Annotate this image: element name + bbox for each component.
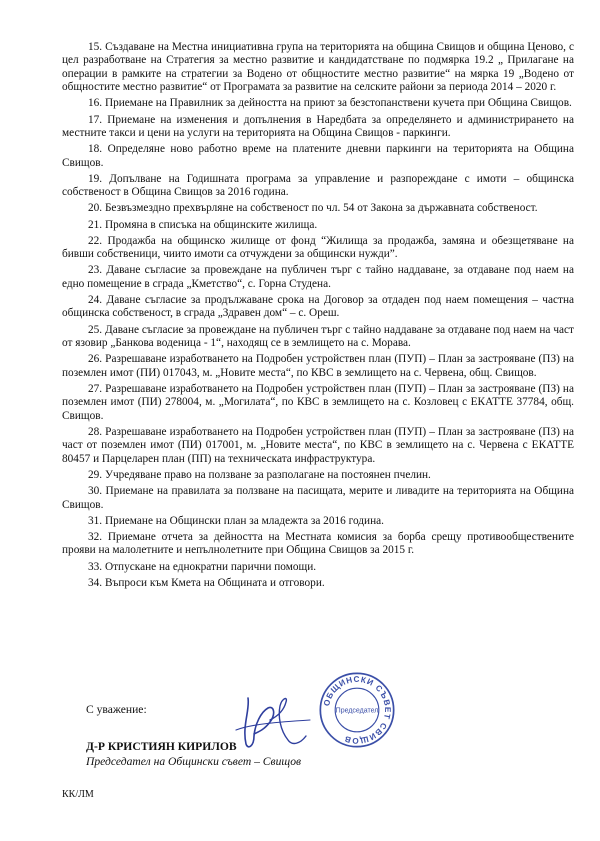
agenda-item: 29. Учредяване право на ползване за разполагане на постоянен пчелин. <box>88 468 431 481</box>
closing-salutation: С уважение: <box>86 703 147 716</box>
agenda-item: 21. Промяна в списъка на общинските жилища. <box>88 218 318 231</box>
signature-stroke <box>236 720 310 730</box>
stamp-center-text: Председател <box>335 707 379 715</box>
document-initials: КК/ЛМ <box>62 789 94 800</box>
agenda-item: 23. Даване съгласие за провеждане на публичен търг с тайно наддаване, за отдаване под наем на едно помещение в сграда „Кметство“, с. Горна Студена. <box>62 264 574 290</box>
stamp-ring-text: ОБЩИНСКИ СЪВЕТ СВИЩОВ <box>322 674 393 746</box>
agenda-item: 27. Разрешаване изработването на Подробен устройствен план (ПУП) – План за застрояване (ПЗ) на поземлен имот (ПИ) 278004, м. „Могилата“, по КВС в землището на с. Козловец с ЕКАТТЕ 37784, общ. Свищов. <box>62 382 574 422</box>
handwritten-signature <box>228 690 314 754</box>
agenda-item: 19. Допълване на Годишната програма за управление и разпореждане с имоти – общинска собственост в Община Свищов за 2016 година. <box>62 172 574 199</box>
agenda-item: 16. Приемане на Правилник за дейността на приют за безстопанствени кучета при Община Свищов. <box>88 97 572 110</box>
agenda-item: 22. Продажба на общинско жилище от фонд “Жилища за продажба, замяна и обезщетяване на бивши собственици, чиито имоти са отчуждени за общински нужди”. <box>62 234 574 261</box>
agenda-item: 33. Отпускане на еднократни парични помощи. <box>88 560 317 573</box>
agenda-item: 32. Приемане отчета за дейността на Местната комисия за борба срещу противообществените прояви на малолетните и непълнолетните при Община Свищов за 2015 г. <box>62 530 574 557</box>
signer-title: Председател на Общински съвет – Свищов <box>86 755 302 768</box>
agenda-item: 18. Определяне ново работно време на платените дневни паркинги на територията на Община Свищов. <box>62 143 574 169</box>
signature-stroke <box>245 698 274 747</box>
agenda-item: 17. Приемане на изменения и допълнения в Наредбата за определянето и администрирането на местните такси и цени на услуги на територията на Община Свищов - паркинги. <box>62 113 574 140</box>
agenda-item: 34. Въпроси към Кмета на Общината и отговори. <box>88 576 325 589</box>
agenda-item: 24. Даване съгласие за продължаване срока на Договор за отдаден под наем помещения – частна общинска собственост, в сграда „Здравен дом“ – с. Ореш. <box>62 294 574 320</box>
agenda-item: 15. Създаване на Местна инициативна група на територията на община Свищов и община Ценово, с цел разработване на Стратегия за местно развитие и кандидатстване по подмярка 19.2 „ Прилагане на операции в рамките на стратегии за Водено от общностите местно развитие“ на мярка 19 „Водено от общностите местно развитие“ от Програмата за развитие на селските райони за периода 2014 – 2020 г. <box>62 41 574 94</box>
agenda-item: 31. Приемане на Общински план за младежта за 2016 година. <box>88 514 384 527</box>
signer-name: Д-Р КРИСТИЯН КИРИЛОВ <box>86 740 237 753</box>
agenda-item: 26. Разрешаване изработването на Подробен устройствен план (ПУП) – План за застрояване (ПЗ) на поземлен имот (ПИ) 017043, м. „Новите места“, по КВС в землището на с. Червена, общ. Свищов. <box>62 353 574 379</box>
agenda-item: 25. Даване съгласие за провеждане на публичен търг с тайно наддаване за отдаване под наем на част от язовир „Банкова воденица - 1“, находящ се в землището на с. Морава. <box>62 323 574 350</box>
agenda-item: 20. Безвъзмездно прехвърляне на собственост по чл. 54 от Закона за държавната собственост. <box>88 202 538 215</box>
agenda-item: 30. Приемане на правилата за ползване на пасищата, мерите и ливадите на територията на Община Свищов. <box>62 485 574 511</box>
agenda-item: 28. Разрешаване изработването на Подробен устройствен план (ПУП) – План за застрояване (ПЗ) на част от поземлен имот (ПИ) 017001, м. „Новите места“, по КВС в землището на с. Червена с ЕКАТТЕ 80457 и Парцеларен план (ПП) на техническата инфраструктура. <box>62 425 574 465</box>
official-stamp <box>318 671 396 749</box>
agenda-list <box>62 41 574 593</box>
